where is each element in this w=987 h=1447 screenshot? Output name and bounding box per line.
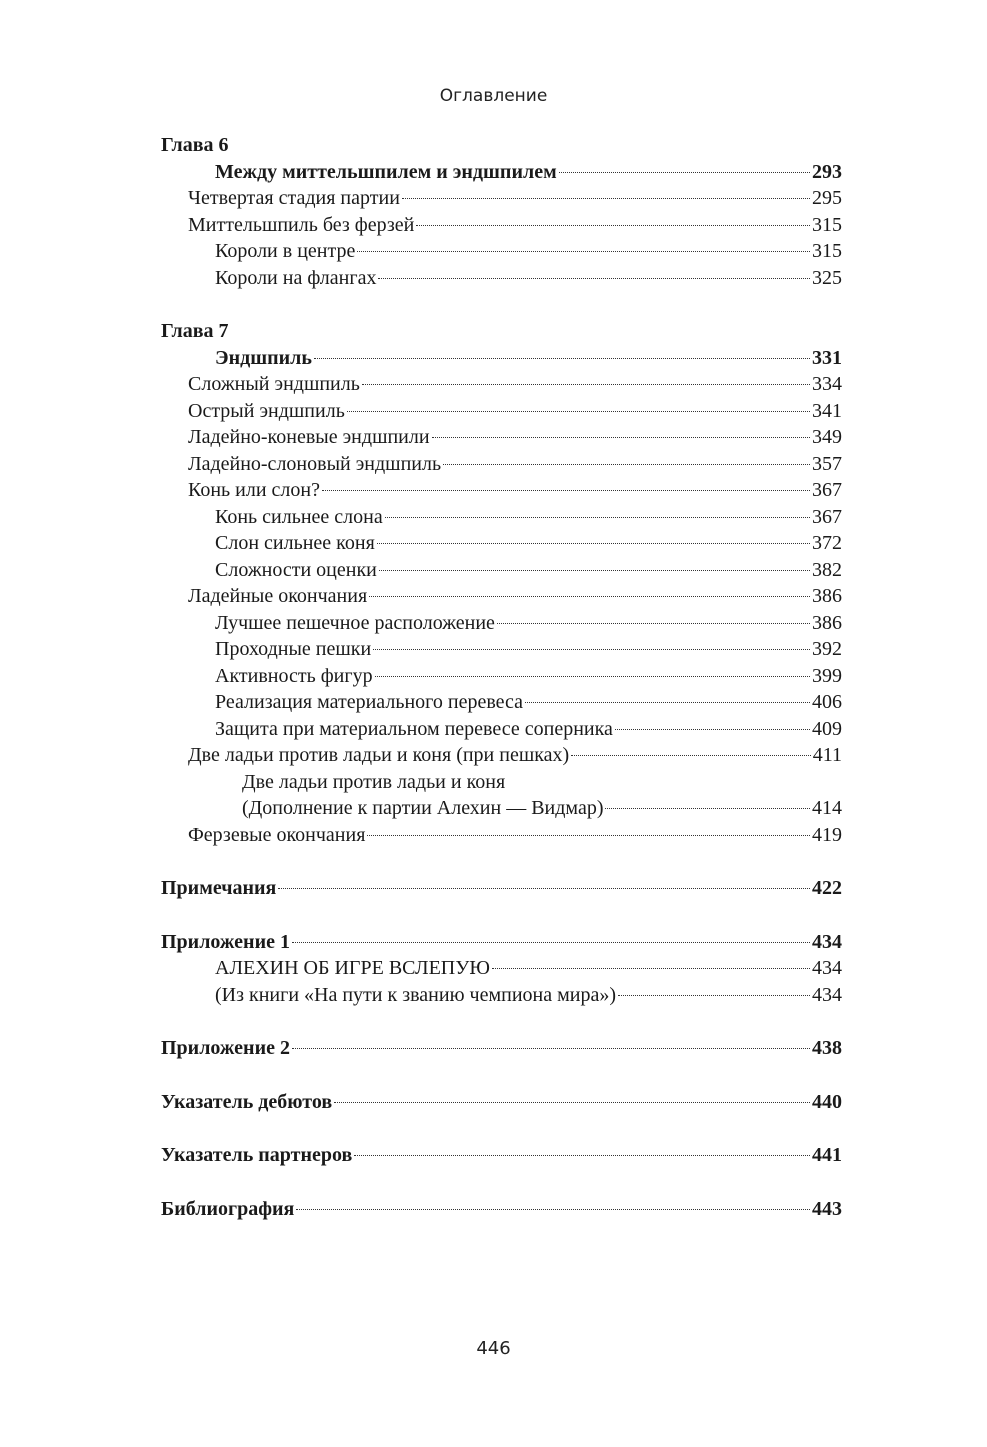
- toc-entry-title: АЛЕХИН ОБ ИГРЕ ВСЛЕПУЮ: [215, 957, 490, 979]
- toc-entry-page: 434: [812, 957, 842, 979]
- toc-entry[interactable]: [161, 1089, 842, 1116]
- toc-entry[interactable]: [161, 557, 842, 584]
- toc-entry[interactable]: [161, 504, 842, 531]
- toc-entry-title: Слон сильнее коня: [215, 532, 375, 554]
- toc-entry-title: Лучшее пешечное расположение: [215, 611, 495, 634]
- toc-entry-title: Проходные пешки: [215, 638, 372, 660]
- dot-leader: [497, 623, 810, 624]
- dot-leader: [571, 755, 811, 756]
- toc-entry-title: Острый эндшпиль: [188, 399, 345, 422]
- toc-entry-page: 414: [812, 797, 842, 819]
- toc-entry-page: 357: [812, 452, 842, 475]
- toc-section: [161, 875, 842, 902]
- toc-entry-title: (Дополнение к партии Алехин — Видмар): [242, 797, 604, 819]
- dot-leader: [314, 358, 810, 359]
- toc-entry-title: Миттельшпиль без ферзей: [188, 213, 415, 236]
- dot-leader: [385, 517, 810, 518]
- toc-entry-page: 386: [812, 585, 842, 607]
- toc-entry-title: (Из книги «На пути к званию чемпиона мира»): [215, 983, 616, 1006]
- dot-leader: [443, 464, 810, 465]
- toc-entry-page: 434: [812, 930, 842, 953]
- toc-entry[interactable]: [161, 477, 842, 504]
- running-head: Оглавление: [439, 86, 548, 106]
- dot-leader: [334, 1102, 810, 1103]
- dot-leader: [416, 225, 810, 226]
- dot-leader: [618, 995, 810, 996]
- toc-entry-title: Указатель дебютов: [161, 1090, 333, 1113]
- toc-entry-page: 438: [812, 1037, 842, 1059]
- toc-entry[interactable]: [161, 132, 842, 159]
- table-of-contents: [161, 132, 842, 1222]
- toc-entry-title: Активность фигур: [215, 664, 373, 687]
- toc-entry[interactable]: [161, 530, 842, 557]
- dot-leader: [354, 1155, 810, 1156]
- toc-entry-page: 334: [812, 373, 842, 395]
- toc-entry[interactable]: [161, 265, 842, 292]
- toc-entry-title: Ладейные окончания: [188, 585, 368, 607]
- toc-entry-title: Конь или слон?: [188, 479, 320, 501]
- dot-leader: [292, 942, 810, 943]
- toc-entry-title: Между миттельшпилем и эндшпилем: [215, 160, 557, 183]
- toc-entry-page: 440: [812, 1090, 842, 1113]
- toc-entry[interactable]: [161, 1196, 842, 1223]
- toc-entry-title: Приложение 1: [161, 930, 290, 953]
- toc-entry-page: 409: [812, 717, 842, 740]
- toc-entry-title: Четвертая стадия партии: [188, 187, 400, 209]
- dot-leader: [379, 570, 810, 571]
- dot-leader: [559, 172, 810, 173]
- toc-entry[interactable]: [161, 875, 842, 902]
- toc-entry-page: 372: [812, 532, 842, 554]
- toc-entry-page: 441: [812, 1144, 842, 1166]
- toc-section: [161, 929, 842, 1009]
- toc-entry[interactable]: [161, 1142, 842, 1169]
- toc-entry-title: Приложение 2: [161, 1037, 290, 1059]
- toc-entry-page: 406: [812, 691, 842, 713]
- toc-entry-title: Глава 7: [161, 320, 229, 342]
- toc-section: [161, 1196, 842, 1223]
- dot-leader: [615, 729, 810, 730]
- toc-entry-page: 422: [812, 877, 842, 899]
- toc-entry-title: Конь сильнее слона: [215, 505, 383, 528]
- dot-leader: [402, 198, 810, 199]
- page-number: 446: [476, 1338, 511, 1359]
- toc-entry-title: Ферзевые окончания: [188, 823, 366, 846]
- toc-entry[interactable]: [161, 371, 842, 398]
- dot-leader: [492, 968, 810, 969]
- dot-leader: [322, 490, 810, 491]
- toc-entry-title: Реализация материального перевеса: [215, 691, 524, 713]
- toc-entry-title: Короли в центре: [215, 240, 356, 262]
- dot-leader: [362, 384, 810, 385]
- toc-entry-page: 367: [812, 479, 842, 501]
- dot-leader: [367, 835, 810, 836]
- toc-entry-title: Две ладьи против ладьи и коня: [242, 770, 506, 793]
- toc-section: [161, 318, 842, 848]
- dot-leader: [278, 888, 810, 889]
- toc-entry[interactable]: [161, 583, 842, 610]
- toc-entry-page: 443: [812, 1197, 842, 1220]
- toc-entry-page: 399: [812, 664, 842, 687]
- toc-entry-page: 293: [812, 160, 842, 183]
- toc-entry[interactable]: [161, 159, 842, 186]
- dot-leader: [292, 1048, 810, 1049]
- toc-entry[interactable]: [161, 238, 842, 265]
- dot-leader: [525, 702, 810, 703]
- toc-entry-page: 434: [812, 983, 842, 1006]
- toc-entry-page: 341: [812, 399, 842, 422]
- toc-entry-title: Сложности оценки: [215, 558, 377, 581]
- toc-entry[interactable]: [161, 1035, 842, 1062]
- toc-entry[interactable]: [161, 345, 842, 372]
- toc-entry[interactable]: [161, 318, 842, 345]
- toc-section: [161, 1142, 842, 1169]
- toc-entry-title: Защита при материальном перевесе соперника: [215, 717, 613, 740]
- toc-entry[interactable]: [161, 212, 842, 239]
- toc-entry[interactable]: [161, 185, 842, 212]
- toc-entry[interactable]: [161, 955, 842, 982]
- toc-entry[interactable]: [161, 610, 842, 637]
- dot-leader: [347, 411, 810, 412]
- toc-entry-page: 419: [812, 823, 842, 846]
- toc-entry[interactable]: [161, 822, 842, 849]
- dot-leader: [357, 251, 810, 252]
- dot-leader: [378, 278, 810, 279]
- toc-entry-title: Сложный эндшпиль: [188, 373, 360, 395]
- toc-entry-page: 349: [812, 426, 842, 448]
- toc-section: [161, 1035, 842, 1062]
- toc-entry-page: 386: [812, 611, 842, 634]
- toc-entry-page: 392: [812, 638, 842, 660]
- toc-entry-title: Две ладьи против ладьи и коня (при пешках): [188, 744, 570, 766]
- toc-entry-title: Эндшпиль: [215, 346, 312, 369]
- toc-entry-page: 315: [812, 240, 842, 262]
- toc-entry-title: Библиография: [161, 1197, 295, 1220]
- toc-entry-page: 295: [812, 187, 842, 209]
- toc-entry-page: 411: [812, 744, 842, 766]
- toc-entry-title: Примечания: [161, 877, 277, 899]
- toc-entry[interactable]: [161, 795, 842, 822]
- toc-entry-page: 315: [812, 213, 842, 236]
- dot-leader: [377, 543, 810, 544]
- toc-entry[interactable]: [161, 451, 842, 478]
- toc-entry[interactable]: [161, 663, 842, 690]
- toc-entry[interactable]: [161, 929, 842, 956]
- toc-entry[interactable]: [161, 689, 842, 716]
- dot-leader: [373, 649, 810, 650]
- toc-entry[interactable]: [161, 398, 842, 425]
- toc-entry-title: Указатель партнеров: [161, 1144, 353, 1166]
- toc-entry-page: 382: [812, 558, 842, 581]
- dot-leader: [605, 808, 810, 809]
- toc-entry-title: Ладейно-коневые эндшпили: [188, 426, 430, 448]
- toc-entry[interactable]: [161, 424, 842, 451]
- dot-leader: [296, 1209, 810, 1210]
- dot-leader: [369, 596, 810, 597]
- toc-entry[interactable]: [161, 982, 842, 1009]
- toc-entry-page: 325: [812, 266, 842, 289]
- toc-entry[interactable]: [161, 716, 842, 743]
- toc-section: [161, 132, 842, 291]
- toc-entry[interactable]: [161, 636, 842, 663]
- toc-entry-title: Глава 6: [161, 134, 229, 156]
- dot-leader: [375, 676, 810, 677]
- toc-section: [161, 1089, 842, 1116]
- toc-entry-title: Короли на флангах: [215, 266, 377, 289]
- toc-entry-page: 367: [812, 505, 842, 528]
- toc-entry[interactable]: [161, 769, 842, 796]
- toc-entry[interactable]: [161, 742, 842, 769]
- dot-leader: [432, 437, 810, 438]
- toc-entry-title: Ладейно-слоновый эндшпиль: [188, 452, 442, 475]
- toc-entry-page: 331: [812, 346, 842, 369]
